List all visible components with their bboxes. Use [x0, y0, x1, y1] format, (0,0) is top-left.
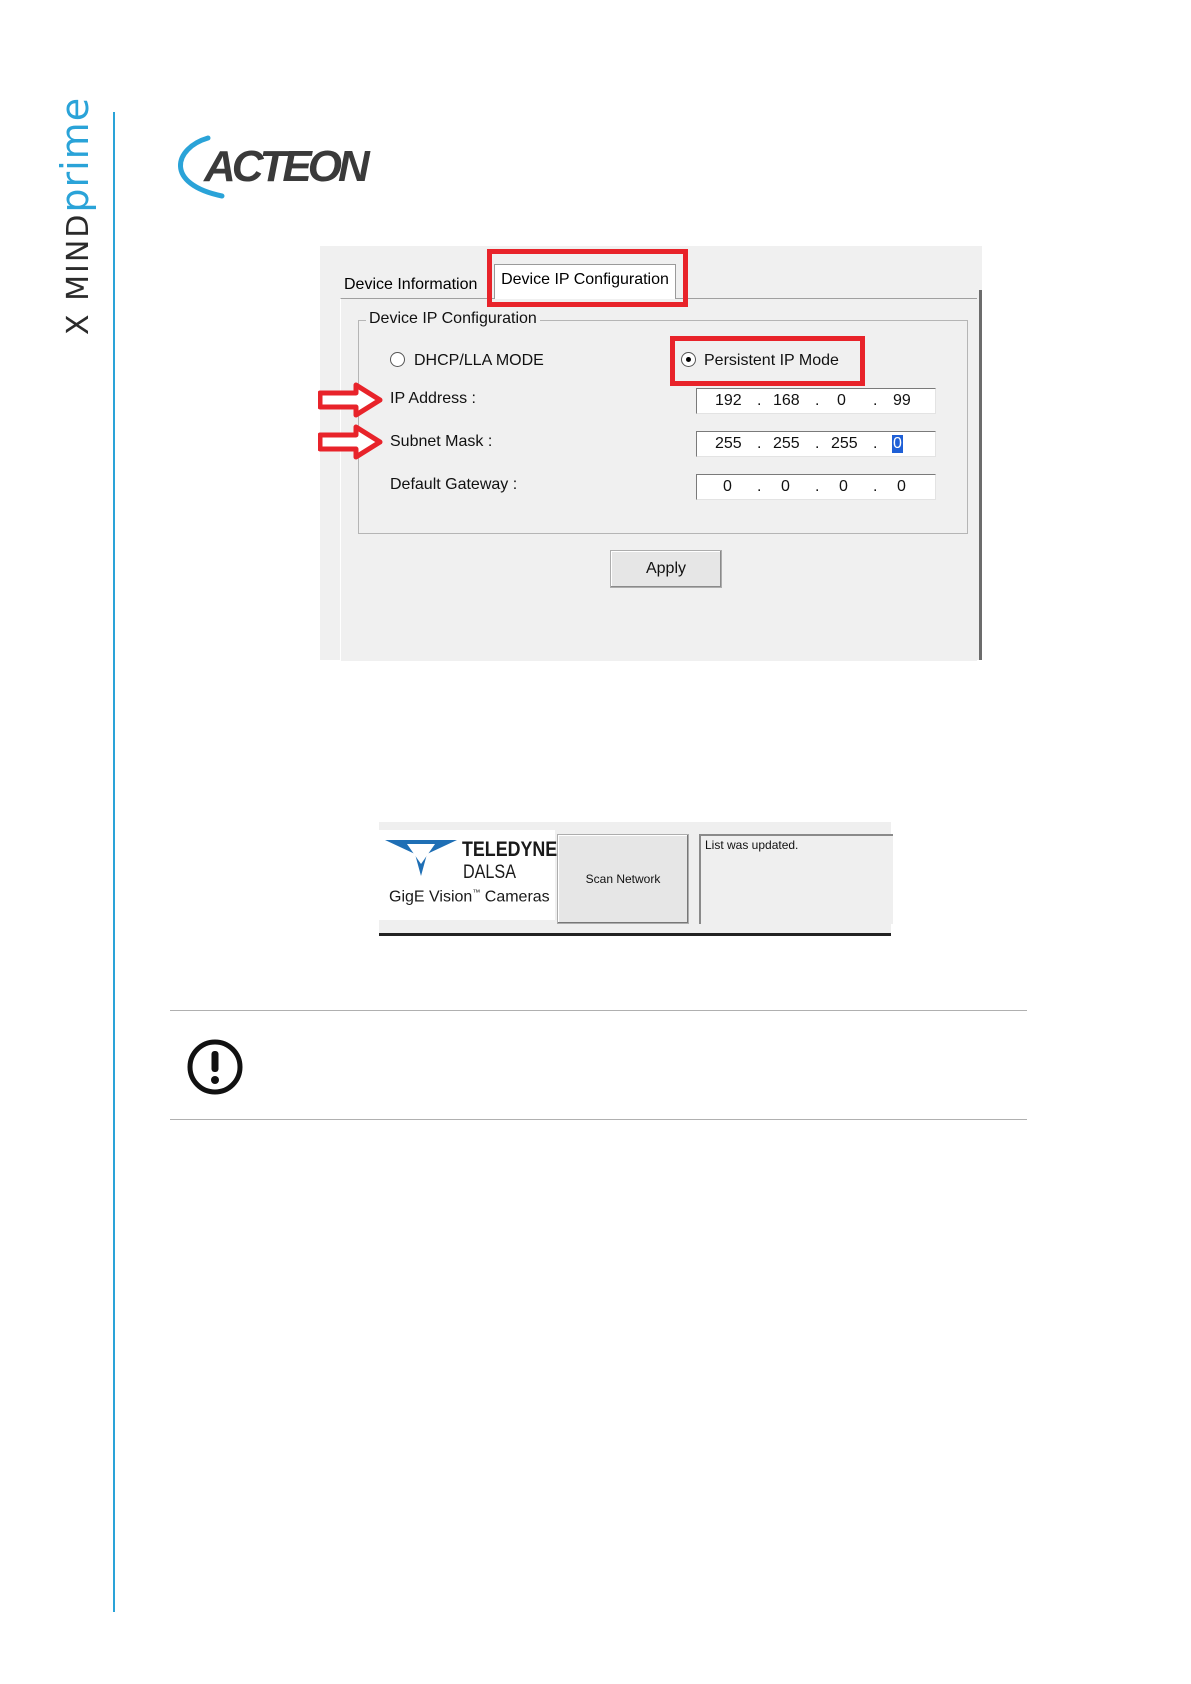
- ip-octet-2: 168: [773, 392, 800, 409]
- gw-octet-4: 0: [897, 478, 906, 495]
- dhcp-radio[interactable]: [390, 352, 405, 367]
- persistent-ip-label: Persistent IP Mode: [704, 352, 839, 369]
- teledyne-logo: [379, 830, 558, 920]
- tagline-main: GigE Vision: [389, 888, 473, 906]
- mask-octet-3: 255: [831, 435, 858, 452]
- status-log: [699, 834, 893, 924]
- subnet-mask-label: Subnet Mask :: [390, 433, 493, 450]
- arrow-right-icon: [318, 424, 384, 460]
- teledyne-triangle-icon: [383, 838, 459, 878]
- persistent-mode-highlight-box: [670, 336, 865, 386]
- ip-octet-4: 99: [893, 392, 911, 409]
- ip-octet-3: 0: [837, 392, 846, 409]
- status-text: List was updated.: [705, 838, 799, 852]
- apply-button[interactable]: Apply: [610, 550, 722, 588]
- tagline-tm: ™: [472, 888, 481, 897]
- brand-prime: prime: [53, 96, 97, 213]
- acteon-wordmark: ACTEON: [204, 142, 366, 191]
- tab-device-information[interactable]: Device Information: [342, 272, 479, 297]
- ip-address-label: IP Address :: [390, 390, 476, 407]
- notice-bottom-rule: [170, 1119, 1027, 1120]
- dalsa-name: DALSA: [463, 862, 516, 883]
- notice-top-rule: [170, 1010, 1027, 1011]
- tab-highlight-box: [487, 249, 688, 307]
- gw-octet-1: 0: [723, 478, 732, 495]
- arrow-right-icon: [318, 382, 384, 418]
- ip-octet-1: 192: [715, 392, 742, 409]
- mask-octet-1: 255: [715, 435, 742, 452]
- ip-address-input[interactable]: 192 . 168 . 0 . 99: [696, 388, 936, 414]
- subnet-mask-input[interactable]: 255 . 255 . 255 . 0: [696, 431, 936, 457]
- ip-config-dialog: [318, 246, 982, 660]
- scan-network-button[interactable]: Scan Network: [557, 834, 689, 924]
- default-gateway-label: Default Gateway :: [390, 476, 518, 493]
- brand-xmind: X MIND: [61, 212, 96, 335]
- groupbox-title: Device IP Configuration: [366, 310, 540, 328]
- side-accent-line: [113, 112, 115, 1612]
- mask-octet-4: 0: [893, 435, 902, 452]
- gige-vision-tagline: [389, 888, 550, 906]
- xmind-prime-brand: [53, 96, 97, 335]
- dhcp-label: DHCP/LLA MODE: [414, 352, 544, 369]
- acteon-logo: [168, 132, 368, 204]
- gw-octet-3: 0: [839, 478, 848, 495]
- default-gateway-input[interactable]: 0 . 0 . 0 . 0: [696, 474, 936, 500]
- toolbar-bottom-border: [379, 933, 891, 936]
- teledyne-toolbar: [379, 822, 891, 936]
- mask-octet-2: 255: [773, 435, 800, 452]
- exclamation-circle-icon: [187, 1039, 243, 1095]
- tagline-suffix: Cameras: [480, 888, 550, 906]
- gw-octet-2: 0: [781, 478, 790, 495]
- dialog-right-edge: [979, 290, 982, 660]
- tab-device-ip-configuration[interactable]: Device IP Configuration: [494, 264, 676, 299]
- teledyne-name: TELEDYNE: [462, 838, 558, 861]
